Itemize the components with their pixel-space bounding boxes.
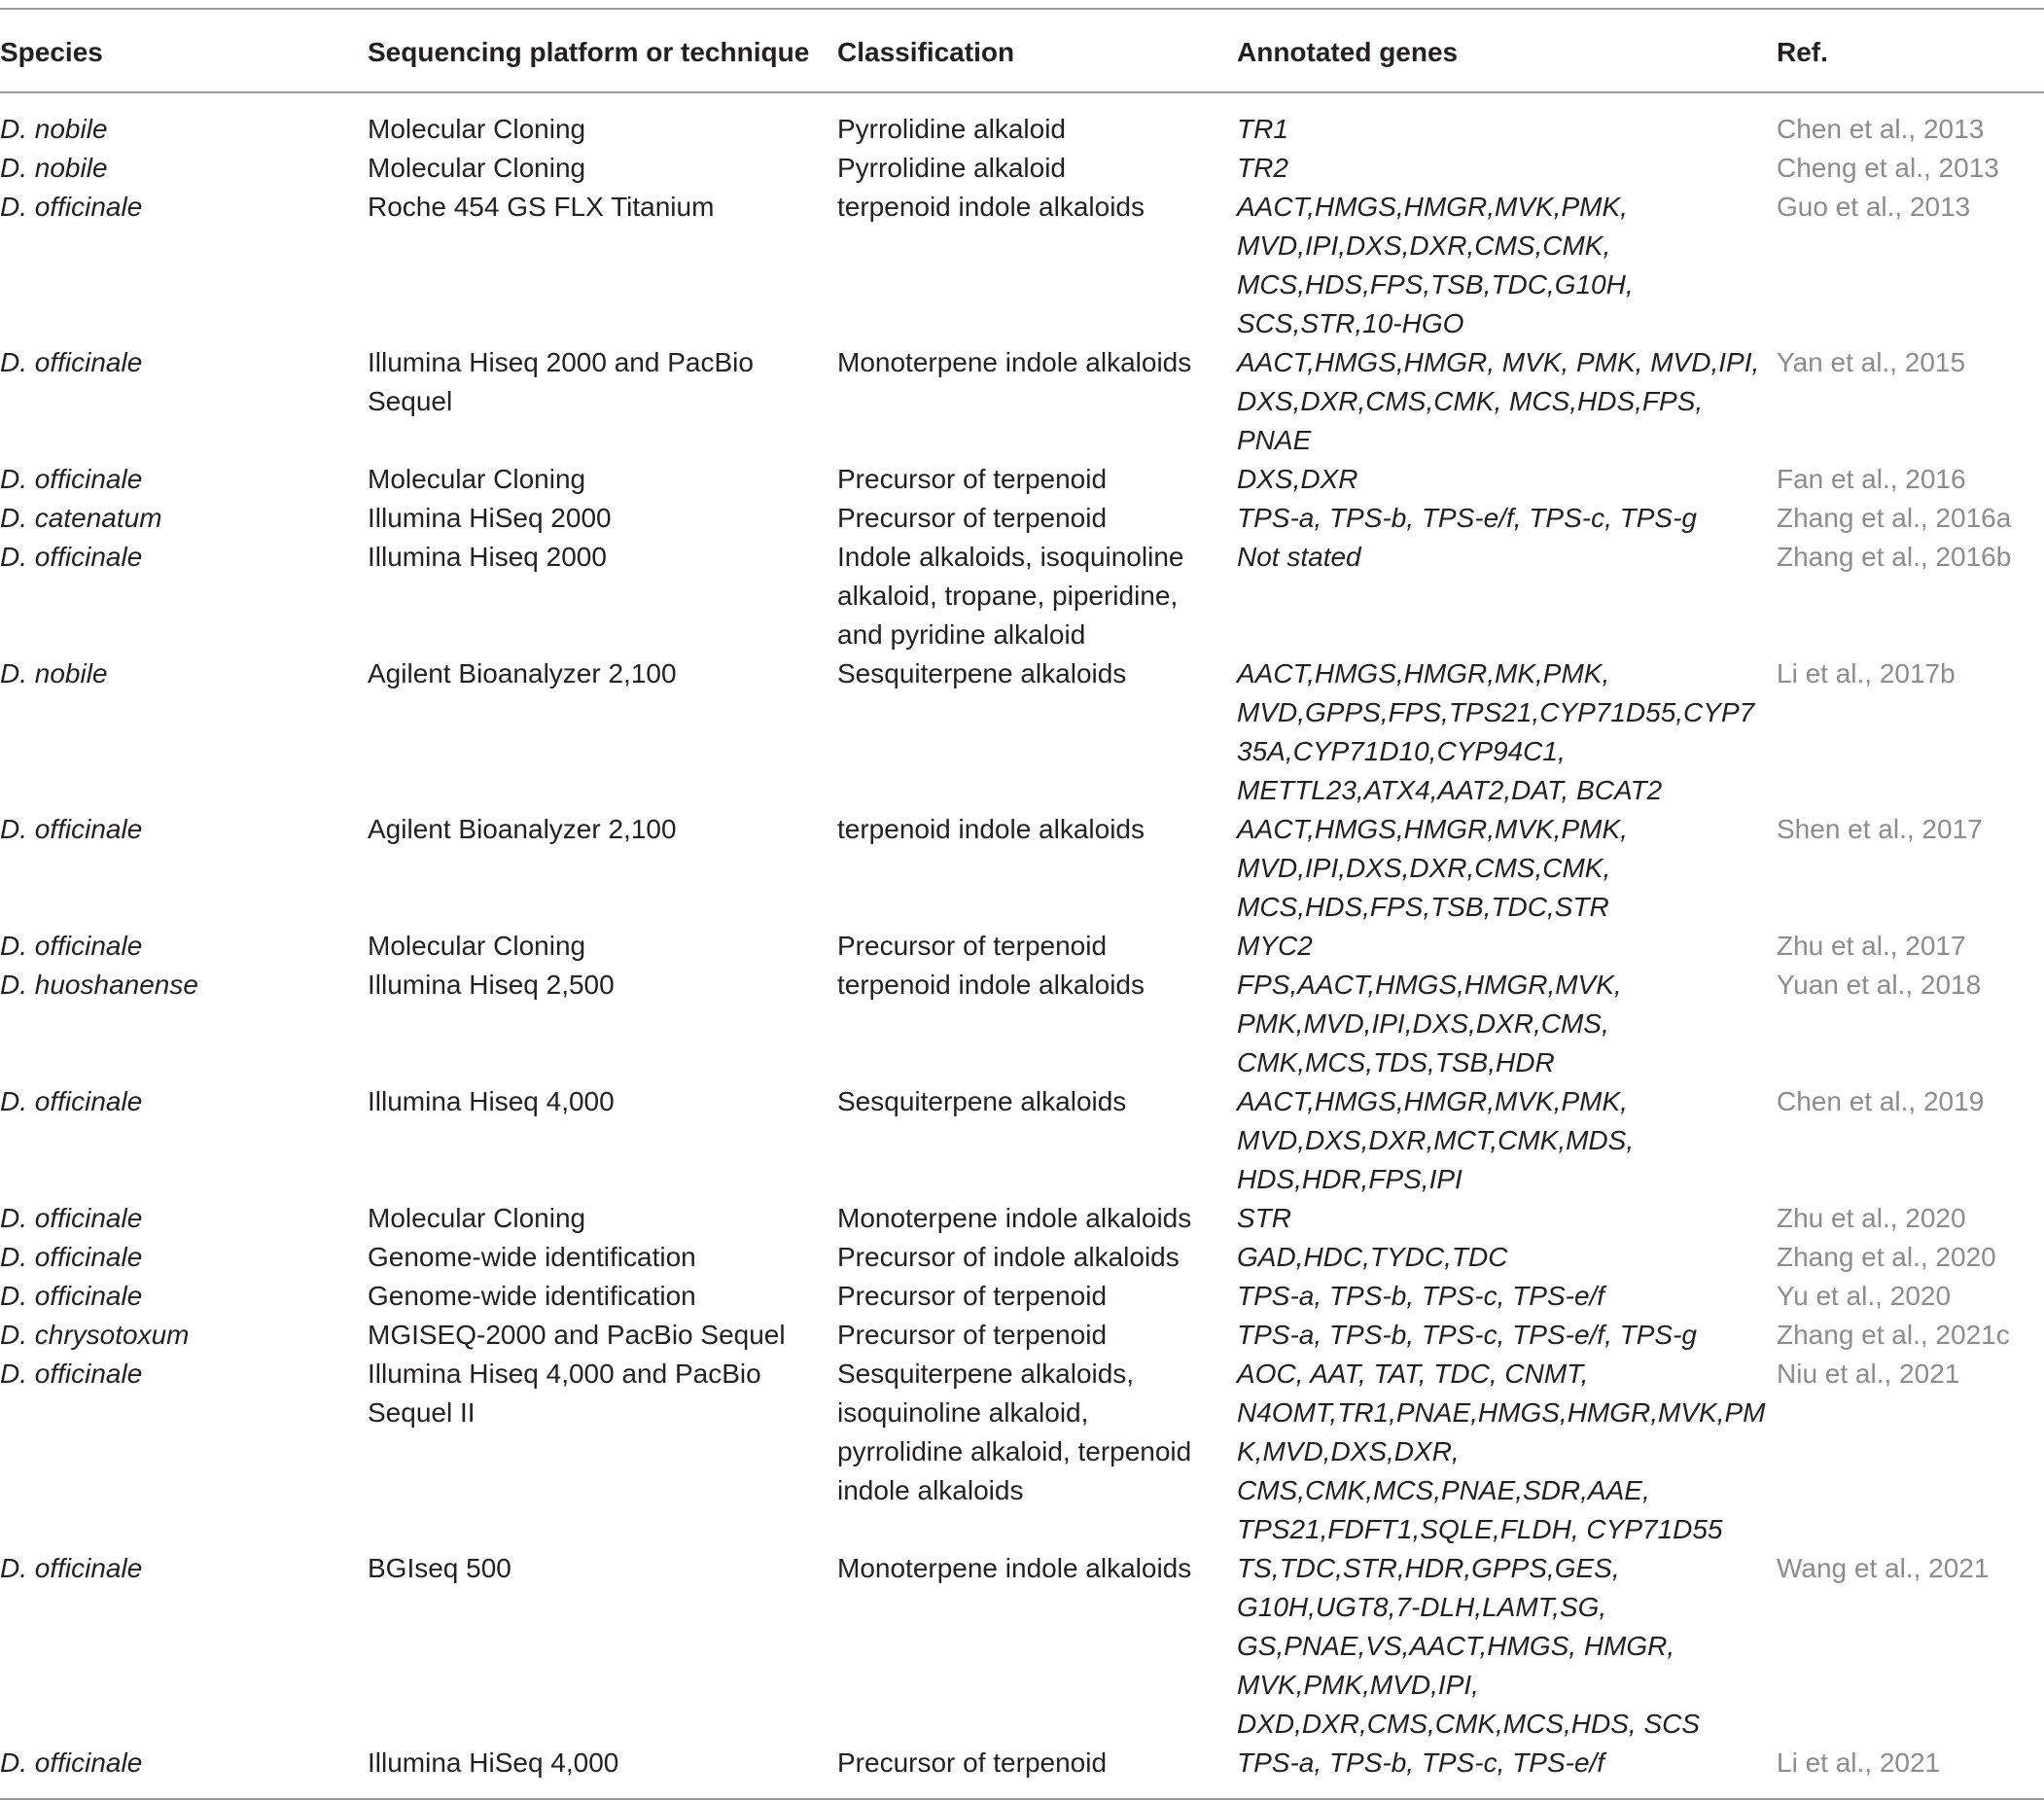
cell-genes: Not stated <box>1237 542 1361 572</box>
table-row <box>0 538 2044 654</box>
cell-platform: Molecular Cloning <box>368 153 586 183</box>
header-species: Species <box>0 37 103 67</box>
cell-species: D. officinale <box>0 1281 143 1311</box>
cell-species: D. officinale <box>0 464 143 494</box>
cell-genes: TS,TDC,STR,HDR,GPPS,GES, G10H,UGT8,7-DLH,LAMT,SG, GS,PNAE,VS,AACT,HMGS, HMGR, MVK,PMK,MVD,IPI, DXD,DXR,CMS,CMK,MCS,HDS, SCS <box>1237 1553 1701 1739</box>
table-row <box>0 149 2044 188</box>
header-row <box>0 9 2044 92</box>
cell-species: D. officinale <box>0 347 143 377</box>
cell-genes: DXS,DXR <box>1237 464 1358 494</box>
table-header <box>0 9 2044 92</box>
table-row <box>0 927 2044 966</box>
cell-genes: TPS-a, TPS-b, TPS-c, TPS-e/f, TPS-g <box>1237 1320 1697 1350</box>
cell-genes: GAD,HDC,TYDC,TDC <box>1237 1242 1508 1272</box>
cell-species: D. officinale <box>0 1359 143 1389</box>
cell-ref[interactable]: Shen et al., 2017 <box>1777 814 1983 844</box>
cell-platform: Agilent Bioanalyzer 2,100 <box>368 658 677 688</box>
cell-platform: Illumina HiSeq 2000 <box>368 503 612 533</box>
cell-platform: Illumina Hiseq 4,000 and PacBio Sequel II <box>368 1359 761 1428</box>
table-row <box>0 1238 2044 1277</box>
cell-genes: AACT,HMGS,HMGR,MVK,PMK, MVD,IPI,DXS,DXR,CMS,CMK, MCS,HDS,FPS,TSB,TDC,G10H, SCS,STR,10-HGO <box>1237 192 1634 338</box>
cell-species: D. nobile <box>0 114 108 144</box>
cell-ref[interactable]: Chen et al., 2013 <box>1777 114 1985 144</box>
cell-genes: STR <box>1237 1203 1291 1233</box>
cell-platform: BGIseq 500 <box>368 1553 511 1583</box>
cell-classification: terpenoid indole alkaloids <box>837 814 1145 844</box>
cell-platform: Illumina Hiseq 2,500 <box>368 970 615 1000</box>
cell-platform: Molecular Cloning <box>368 931 586 961</box>
cell-classification: Precursor of terpenoid <box>837 931 1108 961</box>
table-row <box>0 188 2044 343</box>
table-row <box>0 460 2044 499</box>
cell-classification: Monoterpene indole alkaloids <box>837 1553 1192 1583</box>
cell-genes: AOC, AAT, TAT, TDC, CNMT, N4OMT,TR1,PNAE,HMGS,HMGR,MVK,PMK,MVD,DXS,DXR, CMS,CMK,MCS,PNAE,SDR,AAE, TPS21,FDFT1,SQLE,FLDH, CYP71D55 <box>1237 1359 1766 1544</box>
cell-ref[interactable]: Yu et al., 2020 <box>1777 1281 1952 1311</box>
cell-species: D. officinale <box>0 1203 143 1233</box>
cell-classification: Precursor of terpenoid <box>837 1320 1108 1350</box>
table-row <box>0 499 2044 538</box>
cell-genes: AACT,HMGS,HMGR, MVK, PMK, MVD,IPI, DXS,DXR,CMS,CMK, MCS,HDS,FPS, PNAE <box>1237 347 1760 455</box>
table-row <box>0 1355 2044 1549</box>
cell-classification: terpenoid indole alkaloids <box>837 970 1145 1000</box>
header-genes: Annotated genes <box>1237 37 1459 67</box>
cell-species: D. catenatum <box>0 503 162 533</box>
cell-classification: Precursor of terpenoid <box>837 503 1108 533</box>
cell-classification: Sesquiterpene alkaloids, isoquinoline alkaloid, pyrrolidine alkaloid, terpenoid indole alkaloids <box>837 1359 1192 1505</box>
cell-platform: Molecular Cloning <box>368 114 586 144</box>
cell-classification: Pyrrolidine alkaloid <box>837 153 1067 183</box>
cell-genes: FPS,AACT,HMGS,HMGR,MVK, PMK,MVD,IPI,DXS,DXR,CMS, CMK,MCS,TDS,TSB,HDR <box>1237 970 1622 1077</box>
cell-genes: TPS-a, TPS-b, TPS-c, TPS-e/f <box>1237 1747 1605 1778</box>
cell-ref[interactable]: Chen et al., 2019 <box>1777 1086 1985 1116</box>
cell-ref[interactable]: Yan et al., 2015 <box>1777 347 1966 377</box>
header-ref: Ref. <box>1777 37 1828 67</box>
cell-classification: Monoterpene indole alkaloids <box>837 347 1192 377</box>
cell-classification: Sesquiterpene alkaloids <box>837 1086 1127 1116</box>
cell-species: D. officinale <box>0 1747 143 1778</box>
cell-platform: Genome-wide identification <box>368 1281 696 1311</box>
cell-species: D. officinale <box>0 192 143 222</box>
header-platform: Sequencing platform or technique <box>368 37 810 67</box>
table-row <box>0 1549 2044 1744</box>
cell-classification: Precursor of indole alkaloids <box>837 1242 1180 1272</box>
cell-platform: Roche 454 GS FLX Titanium <box>368 192 715 222</box>
cell-ref[interactable]: Zhang et al., 2021c <box>1777 1320 2010 1350</box>
cell-platform: Agilent Bioanalyzer 2,100 <box>368 814 677 844</box>
cell-classification: Pyrrolidine alkaloid <box>837 114 1067 144</box>
cell-classification: Precursor of terpenoid <box>837 1281 1108 1311</box>
cell-species: D. officinale <box>0 1242 143 1272</box>
cell-genes: TR1 <box>1237 114 1288 144</box>
cell-species: D. huoshanense <box>0 970 198 1000</box>
cell-ref[interactable]: Zhu et al., 2020 <box>1777 1203 1966 1233</box>
cell-ref[interactable]: Zhang et al., 2016a <box>1777 503 2012 533</box>
cell-platform: Illumina Hiseq 2000 and PacBio Sequel <box>368 347 754 416</box>
table-row <box>0 1744 2044 1799</box>
table-row <box>0 654 2044 810</box>
cell-classification: terpenoid indole alkaloids <box>837 192 1145 222</box>
cell-ref[interactable]: Yuan et al., 2018 <box>1777 970 1982 1000</box>
cell-ref[interactable]: Wang et al., 2021 <box>1777 1553 1990 1583</box>
cell-genes: TR2 <box>1237 153 1288 183</box>
cell-genes: TPS-a, TPS-b, TPS-c, TPS-e/f <box>1237 1281 1605 1311</box>
cell-platform: Molecular Cloning <box>368 1203 586 1233</box>
table-row <box>0 1316 2044 1355</box>
cell-classification: Monoterpene indole alkaloids <box>837 1203 1192 1233</box>
cell-classification: Precursor of terpenoid <box>837 1747 1108 1778</box>
table-row <box>0 966 2044 1082</box>
cell-platform: Molecular Cloning <box>368 464 586 494</box>
cell-platform: Illumina Hiseq 2000 <box>368 542 607 572</box>
header-classification: Classification <box>837 37 1015 67</box>
cell-ref[interactable]: Zhang et al., 2016b <box>1777 542 2012 572</box>
cell-species: D. officinale <box>0 1086 143 1116</box>
cell-ref[interactable]: Li et al., 2017b <box>1777 658 1956 688</box>
cell-ref[interactable]: Zhu et al., 2017 <box>1777 931 1966 961</box>
cell-species: D. nobile <box>0 153 108 183</box>
cell-species: D. officinale <box>0 814 143 844</box>
table-row <box>0 1199 2044 1238</box>
cell-ref[interactable]: Li et al., 2021 <box>1777 1747 1941 1778</box>
alkaloid-genes-table <box>0 8 2044 1800</box>
cell-species: D. officinale <box>0 931 143 961</box>
table-body <box>0 92 2044 1799</box>
cell-genes: AACT,HMGS,HMGR,MK,PMK, MVD,GPPS,FPS,TPS21,CYP71D55,CYP735A,CYP71D10,CYP94C1, METTL23,ATX4,AAT2,DAT, BCAT2 <box>1237 658 1755 805</box>
table-row <box>0 343 2044 460</box>
cell-classification: Sesquiterpene alkaloids <box>837 658 1127 688</box>
table-row <box>0 92 2044 149</box>
cell-genes: AACT,HMGS,HMGR,MVK,PMK, MVD,IPI,DXS,DXR,CMS,CMK, MCS,HDS,FPS,TSB,TDC,STR <box>1237 814 1628 922</box>
cell-species: D. chrysotoxum <box>0 1320 190 1350</box>
table-row <box>0 810 2044 927</box>
cell-ref[interactable]: Fan et al., 2016 <box>1777 464 1966 494</box>
cell-classification: Precursor of terpenoid <box>837 464 1108 494</box>
cell-genes: MYC2 <box>1237 931 1313 961</box>
cell-classification: Indole alkaloids, isoquinoline alkaloid, tropane, piperidine, and pyridine alkaloid <box>837 542 1184 650</box>
cell-species: D. officinale <box>0 1553 143 1583</box>
table-row <box>0 1082 2044 1199</box>
cell-ref[interactable]: Zhang et al., 2020 <box>1777 1242 1996 1272</box>
cell-ref[interactable]: Cheng et al., 2013 <box>1777 153 1999 183</box>
cell-species: D. officinale <box>0 542 143 572</box>
cell-ref[interactable]: Guo et al., 2013 <box>1777 192 1971 222</box>
cell-ref[interactable]: Niu et al., 2021 <box>1777 1359 1960 1389</box>
cell-species: D. nobile <box>0 658 108 688</box>
cell-platform: Illumina HiSeq 4,000 <box>368 1747 619 1778</box>
table-row <box>0 1277 2044 1316</box>
cell-platform: Genome-wide identification <box>368 1242 696 1272</box>
cell-genes: TPS-a, TPS-b, TPS-e/f, TPS-c, TPS-g <box>1237 503 1697 533</box>
cell-platform: MGISEQ-2000 and PacBio Sequel <box>368 1320 786 1350</box>
cell-genes: AACT,HMGS,HMGR,MVK,PMK, MVD,DXS,DXR,MCT,CMK,MDS, HDS,HDR,FPS,IPI <box>1237 1086 1635 1194</box>
cell-platform: Illumina Hiseq 4,000 <box>368 1086 615 1116</box>
